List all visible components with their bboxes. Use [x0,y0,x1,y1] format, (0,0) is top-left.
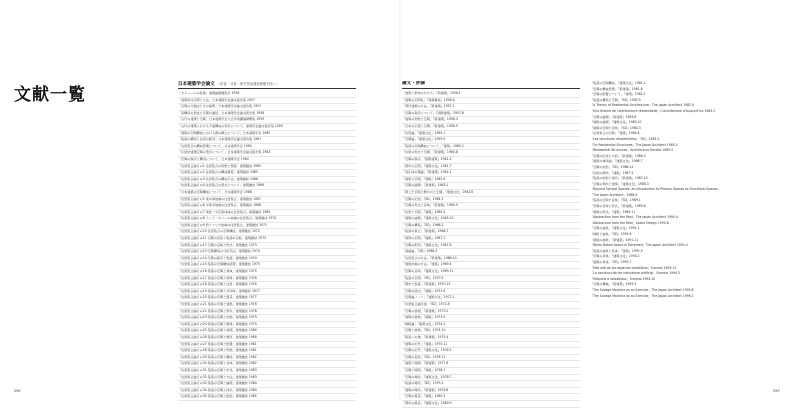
bibliography-entry: 「空間の秩序」『国際建築』1961.3 [402,157,580,164]
section-subheading: （単著・共著／研究発表講演梗概を除く） [216,82,280,86]
bibliography-entry: 「建築の空間性」『建築雑誌』1956.8 [402,98,580,105]
bibliography-entry: 「Residential Structures」Architecture Review 1985.9 [590,148,673,153]
bibliography-entry: 「空間の抽象」『建築文化』1991.1 [590,226,640,231]
bibliography-entry: 「建築の記号」『建築』1975.11 [402,342,580,349]
bibliography-entry: 「空間の風景」『建築』1980.3 [402,394,580,401]
page-number-left: 598 [14,389,21,393]
bibliography-entry: 「建築の場所論」『建築文化』1986.7 [590,159,643,164]
bibliography-entry: 「住居集合論その28 集落の空間と形態」建築雑誌 1981 [178,348,356,355]
bibliography-entry: 「住居集合論その19 集落の空間と共同体」建築雑誌 1977 [178,289,356,296]
bibliography-entry: 「La construcción de naturaleza artificial」Summa 1994.5 [590,271,680,276]
bibliography-entry: 「Máquina o salvabidas」Summa 1994.10 [590,276,656,281]
bibliography-entry: 「住居集合論その22 集落の空間と都市」建築雑誌 1978 [178,309,356,316]
bibliography-entry: 「空間の記述と分析」『新建築』1986.2 [590,153,646,158]
bibliography-entry: 「空間の論理」『新建築』1963.2 [402,183,580,190]
bibliography-entry: 「住居集合論その5 地中海地域の住居集合」建築雑誌 1967 [178,197,356,204]
bibliography-entry: 「空間の形式と意味」『新建築』1964.9 [402,203,580,210]
bibliography-entry: 「空間の変容」『SD』1976.12 [402,355,580,362]
bibliography-entry: 「空間の意味と形式」『新建築』1989.6 [590,204,646,209]
bibliography-entry: 「集落への旅」『新建築』1975.4 [402,335,580,342]
continued-column [590,81,768,299]
bibliography-entry: 「Más allá de los espacios simbólicos」Summa 1993.12 [590,265,677,270]
bibliography-entry: 「住居集合論その11 空間の記述と集落の比較」建築雑誌 1973 [178,236,356,243]
bibliography-entry: 「集落の空間」『SD』1970.5 [402,276,580,283]
bibliography-entry: 「住居集合の方法」『新建築』1968.10 [402,256,580,263]
bibliography-entry: 「住居集合論その31 集落の空間と記述」建築雑誌 1983 [178,368,356,375]
bibliography-entry: 「建築の空間と意味」『SD』1984.3 [590,125,641,130]
bibliography-entry: 「閉じた空間と開かれた空間」『建築文化』1963.8 [402,190,580,197]
bibliography-entry: 「住居集合論その27 集落の空間と配置」建築雑誌 1981 [178,342,356,349]
bibliography-entry: 「建築の形態と空間」『新建築』1958.3 [402,117,580,124]
bibliography-entry: 「住居集合論その34 集落の空間と体系」建築雑誌 1984 [178,388,356,395]
bibliography-entry: 「住居集合論その26 集落の空間と場所」建築雑誌 1980 [178,335,356,342]
bibliography-entry: 「様相と抽象」『SD』1991.6 [590,232,632,237]
bibliography-entry: 「空間の論理」『新建築』1983.6 [590,114,637,119]
bibliography-entry: 「住居集合論その16 集落の空間と領域」建築雑誌 1975 [178,269,356,276]
bibliography-entry: 「住居集合論その18 集落の空間と住居」建築雑誌 1976 [178,282,356,289]
bibliography-entry: 「建築の具体」『SD』1993.7 [590,260,632,264]
bibliography-entry: 「空間の意味」『建築文化』1969.11 [402,269,580,276]
bibliography-entry: 「住居集合論その29 集落の空間と構造」建築雑誌 1982 [178,355,356,362]
bibliography-entry: 「様相の論理」『建築文化』1983.10 [590,120,642,125]
section-rule [402,88,580,89]
bibliography-entry: 「空間の記述」『SD』1964.3 [402,197,580,204]
bibliography-entry: 「住居集合の空間」『建築』1984.8 [590,131,640,136]
bibliography-entry: 「空間の記号」『建築文化』1976.5 [402,348,580,355]
bibliography-entry: 「様相論」『建築文化』1974.3 [402,322,580,329]
bibliography-entry: 「The Japan Architect」1988.9 [590,192,638,197]
bibliography-entry: 「住居集合論その2 住居集合の構成要素」建築雑誌 1965 [178,170,356,177]
bibliography-entry: 「空間と様相」『SD』1974.10 [402,328,580,335]
bibliography-entry: 「住居集合論その25 集落の空間と時間」建築雑誌 1980 [178,328,356,335]
bibliography-entry: 「Les structures résidentielles」『SD』1985.1 [590,136,660,141]
bibliography-entry: 「住居集合の構成原理について」日本建築学会 1963 [178,144,356,151]
bibliography-entry: 「空間の図式」『建築』1971.6 [402,289,580,296]
bibliography-entry: 「住居集合論その33 集落の空間と論理」建築雑誌 1984 [178,381,356,388]
bibliography-entry: 「住居集合論その1 住居集合の形態と環境」建築雑誌 1965 [178,164,356,171]
bibliography-entry: 「現代建築の方法」『新建築』1957.2 [402,104,580,111]
bibliography-entry: 「領域論」『SD』1968.3 [402,249,580,256]
bibliography-entry: 「集落の空間構成について」『建築』1960.2 [402,144,580,151]
bibliography-entry: 「住居集合論その12 空間の意味と形式」建築雑誌 1973 [178,243,356,250]
bibliography-entry: 「建築の場所」『新建築』1979.8 [402,388,580,395]
bibliography-entry: 「空間の構造」『SD』1966.2 [402,223,580,230]
bibliography-entry: 「都市の空間」『建築文化』1961.7 [402,164,580,171]
bibliography-entry: 「空間の秩序と構造について」日本建築学会 1964 [178,157,356,164]
bibliography-entry: 「都市の風景」『建築文化』1980.9 [402,401,580,408]
bibliography-entry: 「住居集合論その21 集落の空間と建築」建築雑誌 1978 [178,302,356,309]
bibliography-entry: 「空間と時間」『建築』1978.1 [402,368,580,375]
page-number-right: 599 [773,389,780,393]
bibliography-entry: 「On Residential Structures」The Japan Architect 1985.5 [590,142,678,147]
bibliography-entry: 「空間論」『建築文化』1959.5 [402,137,580,144]
bibliography-entry: 「空間の機械」『新建築』1995.3 [590,282,637,287]
bibliography-entry: 「住居集合論その6 中南米地域の住居集合」建築雑誌 1968 [178,203,356,210]
section-heading-text: 日本建築学会論文 [178,82,215,87]
bibliography-entry: 「住居の形式と空間」『新建築』1960.8 [402,150,580,157]
bibliography-entry: 「日本建築の空間構成について」日本建築学会 1966 [178,190,356,197]
page-gutter [399,0,401,400]
bibliography-entry: 「日本の伝統と空間」『新建築』1958.9 [402,124,580,131]
bibliography-entry: 「住居集合論その15 集落の空間構成原理」建築雑誌 1975 [178,262,356,269]
bibliography-entry: 「集落の教え」『新建築』1966.7 [402,229,580,236]
bibliography-entry: 「境界の空間」『建築』1967.1 [402,236,580,243]
bibliography-entry: 「住居集合論その17 集落の空間と境界」建築雑誌 1976 [178,276,356,283]
bibliography-entry: 「住居集合論その23 集落の空間と計画」建築雑誌 1979 [178,315,356,322]
bibliography-entry: 「集落の空間構成」『建築文化』1981.1 [590,81,646,85]
bibliography-entry: 「Une théorie de l'architecture résidentielle」L'Architecture d'Aujourd'hui 1983.2 [590,108,716,113]
section-rule [178,88,356,89]
bibliography-entry: 「住居集合論その13 空間構造の分析手法」建築雑誌 1974 [178,249,356,256]
bibliography-entry: 「建築と都市のかたち」『新建築』1956.1 [402,91,580,98]
bibliography-entry: 「集落の構造と空間」『SD』1982.5 [590,97,641,102]
bibliography-entry: 「The Savage Machine as an Exercise」The Japan Architect 1995.8 [590,287,694,292]
bibliography-entry: 「住居集合論その8 インド・ネパール地域の住居集合」建築雑誌 1970 [178,216,356,223]
bibliography-entry: 「建築の空間構成における群の概念について」日本建築学会 1960 [178,131,356,138]
bibliography-entry: 「A Theory of Residential Architecture」The Japan Architect 1982.9 [590,103,694,108]
section-heading [178,81,356,87]
bibliography-entry: 「住居集合論その14 空間の秩序と集落」建築雑誌 1974 [178,256,356,263]
bibliography-entry: 「建築計画の方法」『建築』1969.4 [402,262,580,269]
bibliography-entry: 「集落の空間と意味」『SD』1989.1 [590,198,641,203]
essays-list [402,91,580,408]
bibliography-entry: 「空間の分割法とその基準」日本建築学会論文報告集 1957 [178,104,356,111]
bibliography-entry: 「建築と時間」『新建築』1977.6 [402,361,580,368]
bibliography-entry: 「住居集合論その24 集落の空間と環境」建築雑誌 1979 [178,322,356,329]
bibliography-entry: 「空間の様相」『新建築』1973.2 [402,309,580,316]
bibliography-entry: 「Abstraction from the Real」The Japan Architect 1990.4 [590,215,678,220]
bibliography-entry: 「住居集合論その35 集落の空間と総括」建築雑誌 1985 [178,394,356,401]
bibliography-entry: 「都市と集落」『新建築』1970.12 [402,282,580,289]
bibliography-entry: 「空間の配列」『建築文化』1967.6 [402,243,580,250]
bibliography-entry: 「住居集合論その4 住居集合の型式について」建築雑誌 1966 [178,183,356,190]
bibliography-entry: 「空間論ノート」『建築文化』1972.1 [402,295,580,302]
bibliography-entry: 「空間の構成原理」『新建築』1981.6 [590,86,643,91]
society-papers-list [178,91,356,401]
bibliography-entry: 「空間の具体」『建築文化』1993.2 [590,254,640,259]
bibliography-entry: 「空間の場所」『建築文化』1978.7 [402,375,580,382]
bibliography-entry: 「家構造の形成と空間の連続」日本建築学会論文報告集 1958 [178,111,356,118]
bibliography-entry: 「モジュールの役割」建築論篇篇集会 1956 [178,91,356,98]
bibliography-entry: 「Beyond Symbol Spaces: An Introduction to Primary Spaces as Functional Spaces」 [590,187,721,192]
bibliography-entry: 「空間の秩序について」『国際建築』1957.6 [402,111,580,118]
bibliography-entry: 「住居の場所」『建築』1987.5 [590,170,634,175]
bibliography-entry: 「空間の場所と建築」『建築文化』1988.3 [590,181,649,186]
bibliography-entry: 「When Naked Space is Traversed」The Japan Architect 1992.4 [590,243,688,248]
bibliography-entry: 「建築の抽象」『新建築』1991.11 [590,237,639,242]
bibliography-entry: 「住居集合論その10 住居集合の空間構成」建築雑誌 1972 [178,229,356,236]
bibliography-entry: 「古代の建築における平面構成の特色について」建築学会論文報告集 1959 [178,124,356,131]
bibliography-entry: 「集落の構造と住居の配列」日本建築学会論文報告集 1961 [178,137,356,144]
bibliography-entry: 「建築の形式」『建築』1989.11 [590,209,636,214]
bibliography-entry: 「空間の地形」『SD』1986.12 [590,164,634,169]
bibliography-entry: 「古代の建築と空間」日本建築学会大会学術講演梗概集 1959 [178,117,356,124]
bibliography-entry: 「住居集合論その30 集落の空間と意味」建築雑誌 1982 [178,361,356,368]
bibliography-entry: 「住居集合論その7 東欧・中近東地域の住居集合」建築雑誌 1969 [178,210,356,217]
bibliography-entry: 「住居集合論その32 集落の空間と方法」建築雑誌 1983 [178,375,356,382]
bibliography-entry: 「Abstraction from the Real」Space Design 1990.8 [590,220,669,225]
section-heading-text: 論文・評論 [402,81,425,86]
bibliography-entry: 「有孔体の理論」『新建築』1962.1 [402,170,580,177]
bibliography-entry: 「住居集合論その9 西アフリカ地域の住居集合」建築雑誌 1971 [178,223,356,230]
bibliography-entry: 「伝統的建築空間の型式について」日本建築学会論文報告集 1963 [178,150,356,157]
bibliography-entry: 「建築の様相」『建築』1973.9 [402,315,580,322]
bibliography-entry: 「住居論」『建築文化』1959.1 [402,131,580,138]
bibliography-entry: 「住居集合論その20 集落の空間と風景」建築雑誌 1977 [178,295,356,302]
essays-column [402,81,580,408]
bibliography-entry: 「建築の論理」『建築文化』1965.10 [402,216,580,223]
bibliography-entry: 「住居と空間」『建築』1965.4 [402,210,580,217]
continued-list [590,81,768,299]
bibliography-entry: 「空間の配置について」『建築』1982.1 [590,92,646,97]
bibliography-entry: 「建築的住空間と寸法」日本建築学会論文報告集 1957 [178,98,356,105]
bibliography-entry: 「集落の地形と場所」『新建築』1987.10 [590,176,648,181]
bibliography-entry: 「集落の場所」『SD』1979.2 [402,381,580,388]
bibliography-entry: 「建築と空間」『建築』1962.6 [402,177,580,184]
society-papers-column [178,81,356,401]
bibliography-entry: 「住居集合論その3 住居集合の構成手法」建築雑誌 1966 [178,177,356,184]
section-heading [402,81,580,87]
page-title: 文献一覧 [14,85,86,105]
bibliography-entry: 「The Savage Machine as an Exercise」The Japan Architect 1996.1 [590,293,694,298]
bibliography-entry: 「住居集合論序説」『SD』1972.8 [402,302,580,309]
bibliography-entry: 「集落の抽象と具体」『建築』1992.9 [590,248,643,253]
